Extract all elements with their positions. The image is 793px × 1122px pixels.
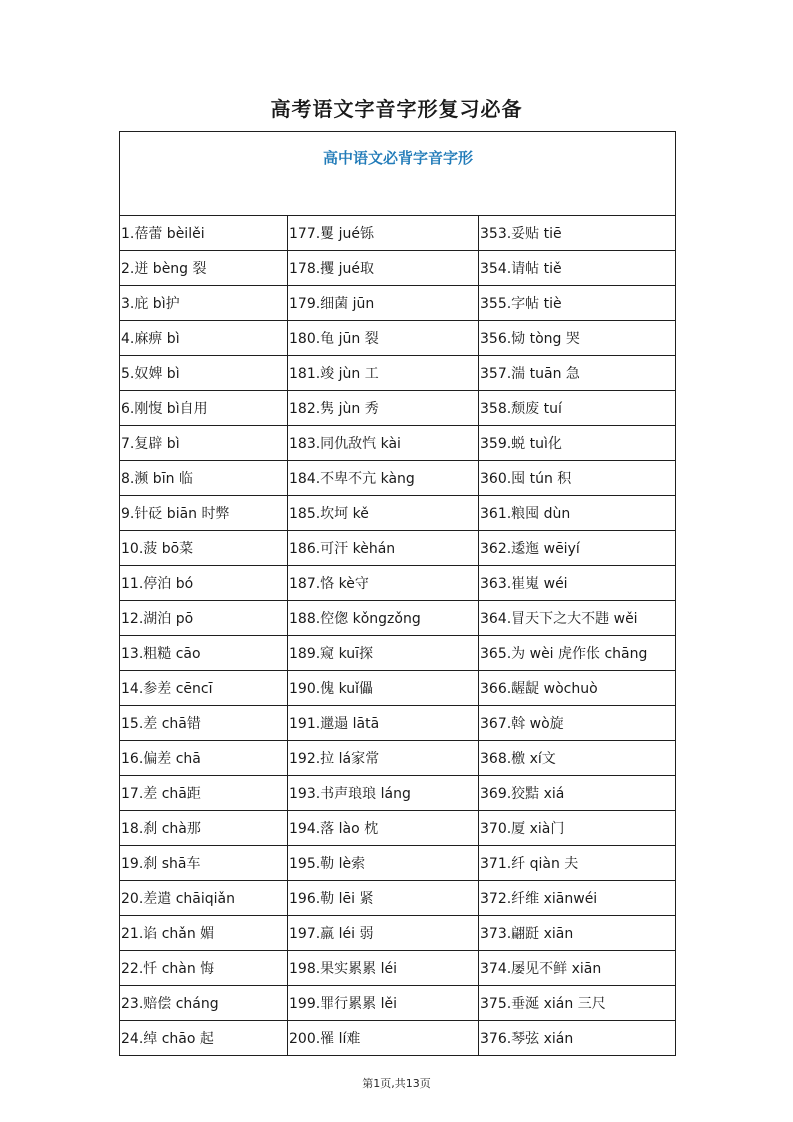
table-row xyxy=(120,426,676,461)
table-heading-row xyxy=(120,132,676,216)
vocab-cell: 355.字帖 tiè xyxy=(479,286,676,321)
vocab-cell: 356.恸 tòng 哭 xyxy=(479,321,676,356)
vocab-cell: 372.纤维 xiānwéi xyxy=(479,881,676,916)
vocab-cell: 186.可汗 kèhán xyxy=(288,531,479,566)
table-row xyxy=(120,986,676,1021)
vocab-cell: 374.屡见不鲜 xiān xyxy=(479,951,676,986)
vocab-cell: 12.湖泊 pō xyxy=(120,601,288,636)
vocab-cell: 370.厦 xià门 xyxy=(479,811,676,846)
page-footer: 第1页,共13页 xyxy=(362,1077,431,1090)
vocab-cell: 367.斡 wò旋 xyxy=(479,706,676,741)
vocab-cell: 363.崔嵬 wéi xyxy=(479,566,676,601)
vocab-cell: 190.傀 kuǐ儡 xyxy=(288,671,479,706)
vocab-cell: 6.刚愎 bì自用 xyxy=(120,391,288,426)
vocab-cell: 196.勒 lēi 紧 xyxy=(288,881,479,916)
vocab-cell: 4.麻痹 bì xyxy=(120,321,288,356)
vocab-cell: 21.谄 chǎn 媚 xyxy=(120,916,288,951)
vocab-cell: 197.羸 léi 弱 xyxy=(288,916,479,951)
vocab-cell: 11.停泊 bó xyxy=(120,566,288,601)
vocab-cell: 179.细菌 jūn xyxy=(288,286,479,321)
vocab-cell: 180.龟 jūn 裂 xyxy=(288,321,479,356)
vocab-cell: 15.差 chā错 xyxy=(120,706,288,741)
vocab-cell: 188.倥偬 kǒngzǒng xyxy=(288,601,479,636)
vocab-cell: 184.不卑不亢 kàng xyxy=(288,461,479,496)
vocab-cell: 362.逶迤 wēiyí xyxy=(479,531,676,566)
table-row xyxy=(120,391,676,426)
table-row xyxy=(120,776,676,811)
vocab-cell: 354.请帖 tiě xyxy=(479,251,676,286)
vocab-cell: 200.罹 lí难 xyxy=(288,1021,479,1056)
table-row xyxy=(120,496,676,531)
table-row xyxy=(120,881,676,916)
table-row xyxy=(120,636,676,671)
vocab-cell: 361.粮囤 dùn xyxy=(479,496,676,531)
vocab-cell: 24.绰 chāo 起 xyxy=(120,1021,288,1056)
vocab-cell: 16.偏差 chā xyxy=(120,741,288,776)
vocab-cell: 364.冒天下之大不韪 wěi xyxy=(479,601,676,636)
vocab-cell: 376.琴弦 xián xyxy=(479,1021,676,1056)
vocab-cell: 353.妥贴 tiē xyxy=(479,216,676,251)
document-title: 高考语文字音字形复习必备 xyxy=(270,97,523,121)
table-row xyxy=(120,251,676,286)
vocab-cell: 357.湍 tuān 急 xyxy=(479,356,676,391)
vocab-cell: 191.邋遢 lātā xyxy=(288,706,479,741)
vocab-cell: 17.差 chā距 xyxy=(120,776,288,811)
vocab-cell: 3.庇 bì护 xyxy=(120,286,288,321)
vocab-cell: 19.刹 shā车 xyxy=(120,846,288,881)
vocab-cell: 359.蜕 tuì化 xyxy=(479,426,676,461)
vocab-cell: 177.矍 jué铄 xyxy=(288,216,479,251)
vocab-cell: 194.落 lào 枕 xyxy=(288,811,479,846)
vocab-cell: 14.参差 cēncī xyxy=(120,671,288,706)
table-row xyxy=(120,811,676,846)
vocab-cell: 181.竣 jùn 工 xyxy=(288,356,479,391)
vocab-cell: 198.果实累累 léi xyxy=(288,951,479,986)
vocab-cell: 365.为 wèi 虎作伥 chāng xyxy=(479,636,676,671)
table-row xyxy=(120,216,676,251)
vocab-cell: 192.拉 lá家常 xyxy=(288,741,479,776)
vocab-cell: 373.翩跹 xiān xyxy=(479,916,676,951)
vocab-cell: 182.隽 jùn 秀 xyxy=(288,391,479,426)
vocab-cell: 193.书声琅琅 láng xyxy=(288,776,479,811)
table-row xyxy=(120,601,676,636)
table-row xyxy=(120,461,676,496)
vocab-cell: 369.狡黠 xiá xyxy=(479,776,676,811)
table-row xyxy=(120,671,676,706)
vocab-cell: 187.恪 kè守 xyxy=(288,566,479,601)
table-row xyxy=(120,951,676,986)
vocab-cell: 371.纤 qiàn 夫 xyxy=(479,846,676,881)
table-row xyxy=(120,846,676,881)
table-row xyxy=(120,566,676,601)
vocab-cell: 368.檄 xí文 xyxy=(479,741,676,776)
vocab-cell: 375.垂涎 xián 三尺 xyxy=(479,986,676,1021)
vocab-cell: 18.刹 chà那 xyxy=(120,811,288,846)
vocab-cell: 189.窥 kuī探 xyxy=(288,636,479,671)
vocab-cell: 22.忏 chàn 悔 xyxy=(120,951,288,986)
vocab-cell: 199.罪行累累 lěi xyxy=(288,986,479,1021)
vocab-cell: 1.蓓蕾 bèilěi xyxy=(120,216,288,251)
vocab-cell: 10.菠 bō菜 xyxy=(120,531,288,566)
vocab-cell: 358.颓废 tuí xyxy=(479,391,676,426)
vocab-cell: 20.差遣 chāiqiǎn xyxy=(120,881,288,916)
vocab-cell: 195.勒 lè索 xyxy=(288,846,479,881)
table-row xyxy=(120,1021,676,1056)
vocab-cell: 7.复辟 bì xyxy=(120,426,288,461)
table-row xyxy=(120,286,676,321)
vocab-cell: 8.濒 bīn 临 xyxy=(120,461,288,496)
table-row xyxy=(120,531,676,566)
vocab-cell: 2.迸 bèng 裂 xyxy=(120,251,288,286)
vocab-cell: 13.粗糙 cāo xyxy=(120,636,288,671)
table-row xyxy=(120,916,676,951)
vocab-cell: 360.囤 tún 积 xyxy=(479,461,676,496)
vocab-cell: 178.攫 jué取 xyxy=(288,251,479,286)
vocab-cell: 23.赔偿 cháng xyxy=(120,986,288,1021)
vocab-cell: 9.针砭 biān 时弊 xyxy=(120,496,288,531)
vocab-table xyxy=(119,131,676,1056)
table-row xyxy=(120,321,676,356)
vocab-cell: 185.坎坷 kě xyxy=(288,496,479,531)
table-row xyxy=(120,706,676,741)
vocab-cell: 366.龌龊 wòchuò xyxy=(479,671,676,706)
vocab-cell: 5.奴婢 bì xyxy=(120,356,288,391)
table-row xyxy=(120,741,676,776)
table-heading: 高中语文必背字音字形 xyxy=(120,132,676,216)
vocab-cell: 183.同仇敌忾 kài xyxy=(288,426,479,461)
table-row xyxy=(120,356,676,391)
